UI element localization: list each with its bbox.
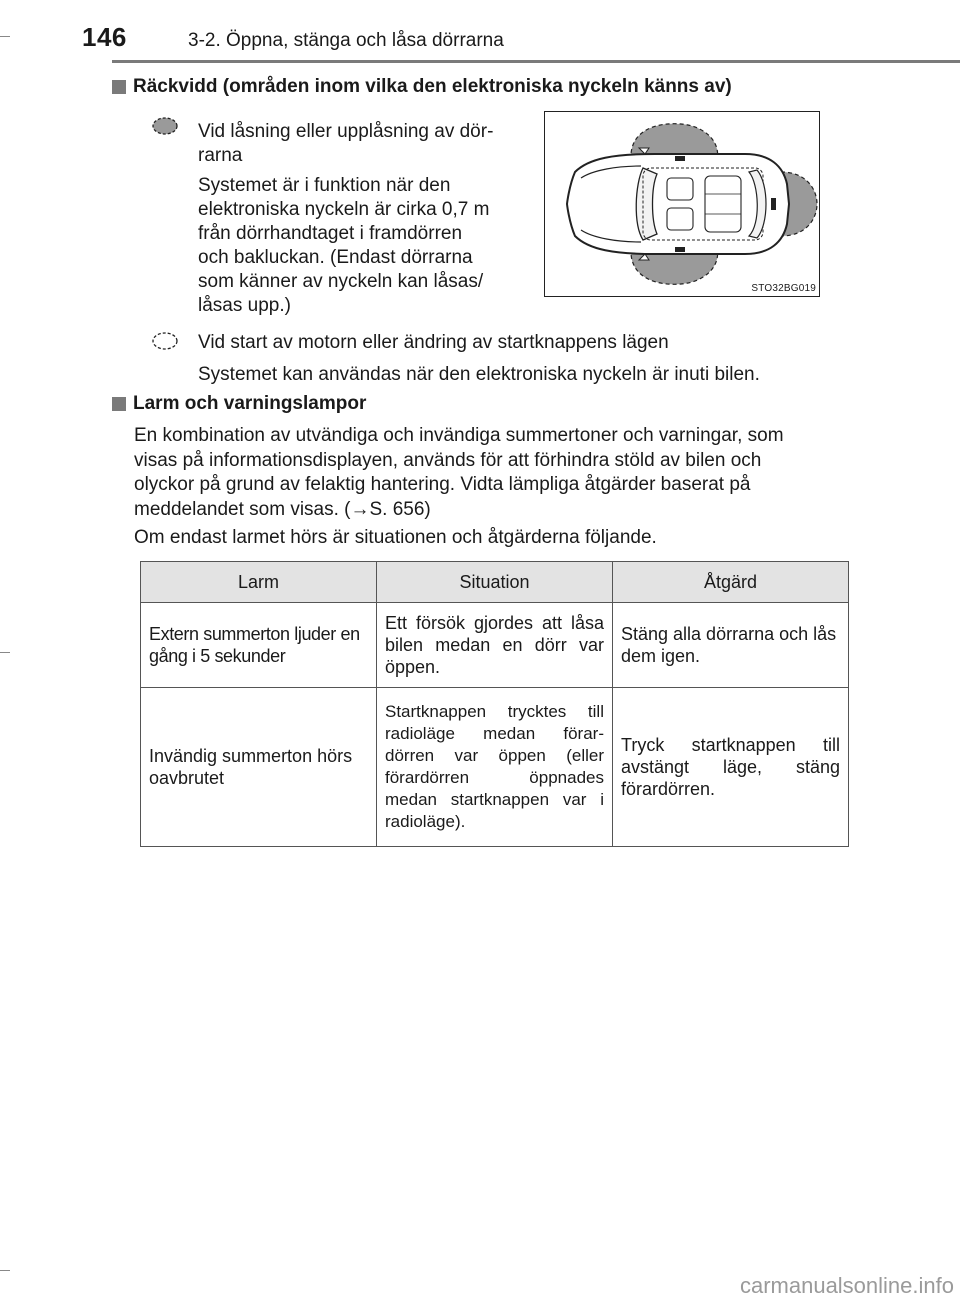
item1-title-line: rarna — [198, 145, 243, 166]
alarm-paragraph-line: visas på informationsdisplayen, används för att förhindra stöld av bilen och — [134, 449, 762, 471]
watermark: carmanualsonline.info — [739, 1273, 954, 1298]
seat — [667, 178, 693, 200]
alarm-paragraph-line: olyckor på grund av felaktig hantering. Vidta lämpliga åtgärder baserat på — [134, 474, 751, 495]
cell-situation: Startknappen trycktes till radioläge medan förar-dörren var öppen (eller förardörren öppnades medan startknappen var i radioläge). — [377, 688, 613, 847]
alarm-paragraph-line: En kombination av utvändiga och invändiga summertoner och varningar, som — [134, 425, 784, 446]
section-heading-text: Räckvidd (områden inom vilka den elektroniska nyckeln känns av) — [133, 76, 732, 97]
rear-seat — [705, 176, 741, 232]
car-body — [567, 154, 789, 254]
item1-body-line: som känner av nyckeln kan låsas/ — [198, 271, 484, 292]
page-number: 146 — [82, 22, 127, 52]
car-detection-figure — [544, 111, 820, 297]
alarm-paragraph-2: Om endast larmet hörs är situationen och åtgärderna följande. — [134, 527, 657, 548]
seat — [667, 208, 693, 230]
cell-atgard: Stäng alla dörrarna och lås dem igen. — [613, 603, 849, 688]
crop-mark — [0, 652, 10, 653]
car-top-view-illustration — [545, 112, 819, 296]
detection-area-icon — [150, 116, 180, 136]
table-row — [141, 603, 849, 688]
item2-body: Systemet kan användas när den elektroniska nyckeln är inuti bilen. — [198, 364, 760, 385]
item1-body — [198, 174, 520, 318]
figure-code: STO32BG019 — [751, 283, 816, 294]
cell-atgard: Tryck startknappen till avstängt läge, stäng förardörren. — [613, 688, 849, 847]
crop-mark — [0, 1270, 10, 1271]
item1-title-line: Vid låsning eller upplåsning av dör- — [198, 121, 494, 142]
section-heading-range — [112, 76, 732, 98]
detection-area-icon — [150, 331, 180, 351]
cell-larm: Extern summerton ljuder en gång i 5 sekunder — [141, 603, 377, 688]
cell-larm: Invändig summerton hörs oavbrutet — [141, 688, 377, 847]
column-header-atgard: Åtgärd — [613, 562, 849, 603]
door-handle-marker — [675, 156, 685, 161]
crop-mark — [0, 36, 10, 37]
item1-body-line: och bakluckan. (Endast dörrarna — [198, 247, 473, 268]
column-header-larm: Larm — [141, 562, 377, 603]
heading-square-icon — [112, 80, 126, 94]
back-door-marker — [771, 198, 776, 210]
alarm-paragraph-line: meddelandet som visas. (→S. 656) — [134, 498, 431, 520]
section-heading-alarm — [112, 393, 366, 415]
table-row — [141, 688, 849, 847]
item1-body-line: låsas upp.) — [198, 295, 291, 316]
header-rule — [112, 60, 960, 63]
heading-square-icon — [112, 397, 126, 411]
table-header-row — [141, 562, 849, 603]
door-handle-marker — [675, 247, 685, 252]
column-header-situation: Situation — [377, 562, 613, 603]
item2-title: Vid start av motorn eller ändring av startknappens lägen — [198, 332, 669, 353]
item1-body-line: från dörrhandtaget i framdörren — [198, 223, 463, 244]
cell-situation: Ett försök gjordes att låsa bilen medan en dörr var öppen. — [377, 603, 613, 688]
alarm-paragraph — [134, 424, 842, 522]
item1-body-line: Systemet är i funktion när den — [198, 175, 451, 196]
alarm-table — [140, 561, 849, 847]
item1-body-line: elektroniska nyckeln är cirka 0,7 m — [198, 199, 490, 220]
item1-title — [198, 120, 520, 168]
section-heading-text: Larm och varningslampor — [133, 393, 367, 414]
chapter-title: 3-2. Öppna, stänga och låsa dörrarna — [188, 30, 504, 51]
